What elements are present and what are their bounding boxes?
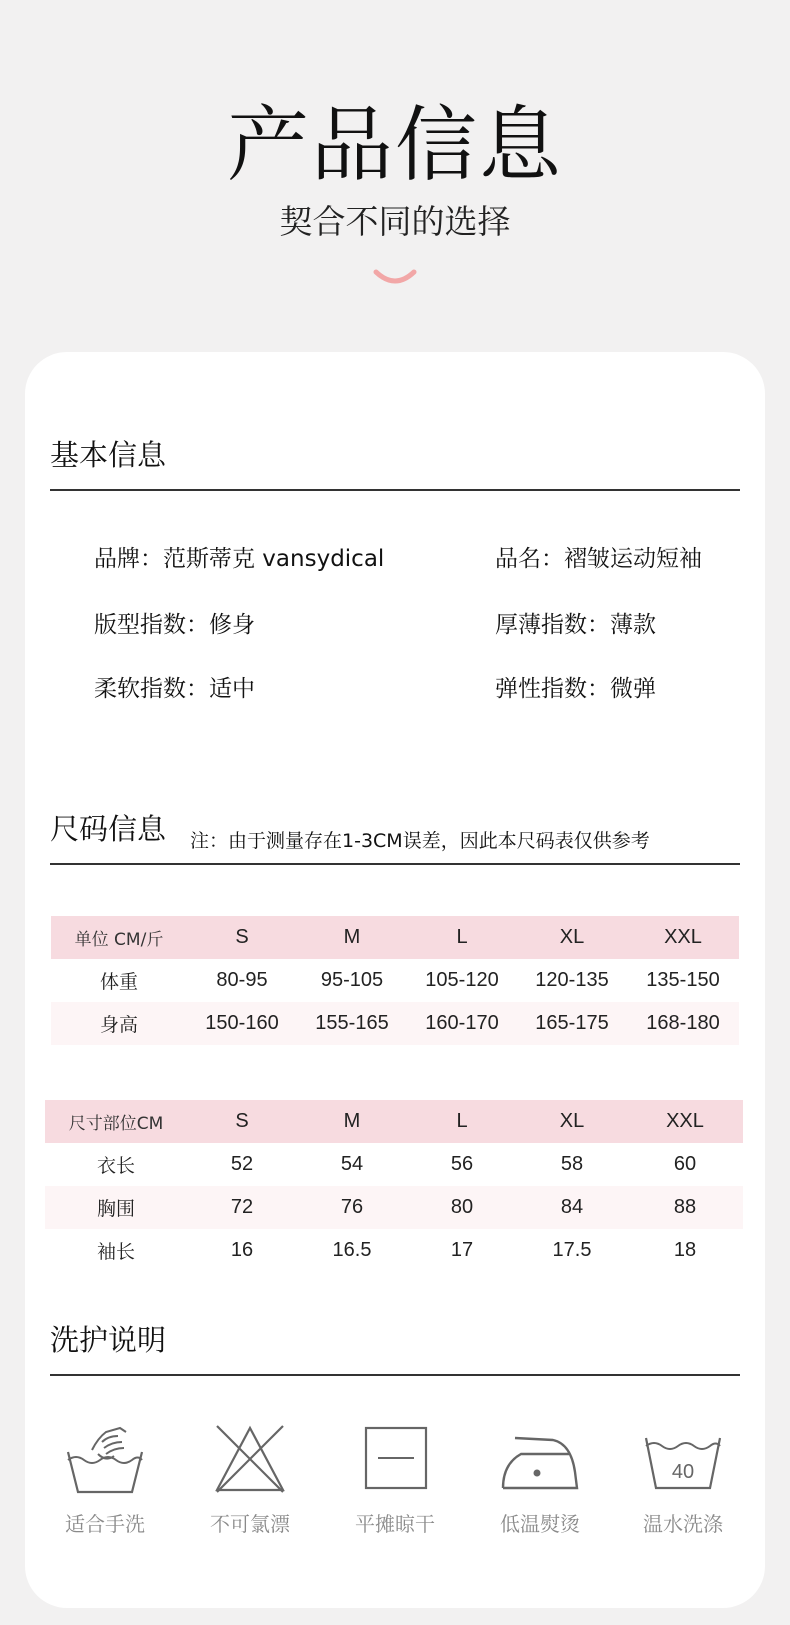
table-cell: 17.5: [552, 1239, 592, 1261]
row-label: 衣长: [96, 1155, 135, 1177]
care-label: 低温熨烫: [500, 1512, 580, 1536]
dry-flat-icon: [352, 1420, 438, 1496]
table-cell: 80: [407, 1186, 517, 1229]
size-info-title: 尺码信息: [50, 812, 167, 846]
table-cell: 76: [297, 1186, 407, 1229]
table-cell: 95-105: [320, 969, 384, 991]
basic-info-divider: [50, 489, 740, 491]
size-header: XL: [517, 1100, 627, 1143]
size-table-weight-height: [51, 916, 739, 1045]
table-cell: 52: [230, 1153, 254, 1175]
info-product-name: 品名：褶皱运动短袖: [495, 546, 702, 572]
table-cell: 135-150: [646, 969, 720, 991]
size-header: XXL: [627, 916, 739, 959]
row-label: 袖长: [96, 1241, 135, 1263]
page-title: 产品信息: [226, 98, 563, 193]
table-cell: 17: [450, 1239, 474, 1261]
table-cell: 150-160: [187, 1002, 297, 1045]
size-header: S: [187, 1100, 297, 1143]
table-row: [45, 1186, 743, 1229]
table-cell: 16: [230, 1239, 254, 1261]
care-item-dry-flat: [340, 1420, 450, 1537]
size-header: XL: [517, 916, 627, 959]
table-header-row: [51, 916, 739, 959]
care-item-hand-wash: [50, 1420, 160, 1537]
unit-label: 单位 CM/斤: [51, 916, 187, 959]
table-row: [45, 1143, 743, 1186]
info-softness-index: 柔软指数：适中: [94, 676, 255, 702]
table-cell: 84: [517, 1186, 627, 1229]
info-thickness-index: 厚薄指数：薄款: [495, 612, 656, 638]
care-divider: [50, 1374, 740, 1376]
table-cell: 56: [450, 1153, 474, 1175]
size-header: M: [297, 1100, 407, 1143]
info-elasticity-index: 弹性指数：微弹: [495, 676, 656, 702]
row-label: 体重: [99, 971, 138, 993]
info-fit-index: 版型指数：修身: [94, 612, 255, 638]
care-label: 不可氯漂: [210, 1512, 290, 1536]
size-header: XXL: [627, 1100, 743, 1143]
size-header: L: [407, 1100, 517, 1143]
table-row: [51, 959, 739, 1002]
size-header: L: [407, 916, 517, 959]
table-cell: 88: [627, 1186, 743, 1229]
table-cell: 60: [673, 1153, 697, 1175]
table-cell: 72: [187, 1186, 297, 1229]
table-cell: 80-95: [216, 969, 268, 991]
row-label: 身高: [51, 1002, 187, 1045]
no-bleach-icon: [207, 1420, 293, 1496]
care-label: 温水洗涤: [643, 1512, 723, 1536]
hand-wash-icon: [62, 1420, 148, 1496]
size-note: 注：由于测量存在1-3CM误差，因此本尺码表仅供参考: [190, 830, 650, 852]
unit-label: 尺寸部位CM: [45, 1100, 187, 1143]
care-item-warm-wash: [628, 1420, 738, 1537]
table-cell: 165-175: [517, 1002, 627, 1045]
care-item-no-bleach: [195, 1420, 305, 1537]
page-subtitle: 契合不同的选择: [279, 202, 511, 241]
table-cell: 120-135: [535, 969, 609, 991]
care-label: 适合手洗: [65, 1512, 145, 1536]
basic-info-title: 基本信息: [50, 438, 167, 472]
table-cell: 155-165: [297, 1002, 407, 1045]
table-cell: 168-180: [627, 1002, 739, 1045]
table-cell: 160-170: [407, 1002, 517, 1045]
row-label: 胸围: [45, 1186, 187, 1229]
table-cell: 58: [560, 1153, 584, 1175]
size-header: S: [187, 916, 297, 959]
table-row: [51, 1002, 739, 1045]
table-row: [45, 1229, 743, 1272]
size-header: M: [297, 916, 407, 959]
care-label: 平摊晾干: [355, 1512, 435, 1536]
low-iron-icon: [497, 1420, 583, 1496]
smile-decoration-icon: [372, 268, 418, 288]
size-table-measurements: [45, 1100, 743, 1272]
temp-label: 40: [671, 1461, 695, 1483]
size-info-divider: [50, 863, 740, 865]
info-brand: 品牌：范斯蒂克 vansydical: [94, 546, 385, 572]
table-cell: 18: [673, 1239, 697, 1261]
table-cell: 54: [340, 1153, 364, 1175]
table-cell: 105-120: [425, 969, 499, 991]
table-header-row: [45, 1100, 743, 1143]
table-cell: 16.5: [332, 1239, 372, 1261]
care-item-low-iron: [485, 1420, 595, 1537]
warm-wash-icon: [640, 1420, 726, 1496]
care-title: 洗护说明: [50, 1323, 167, 1357]
